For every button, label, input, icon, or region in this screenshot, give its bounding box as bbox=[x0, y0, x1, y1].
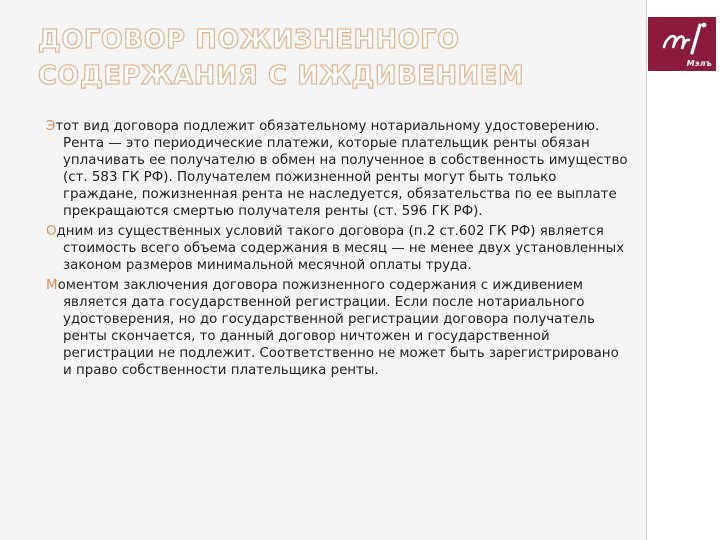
paragraph-1-initial: Э bbox=[46, 119, 56, 134]
title-line-1: ДОГОВОР ПОЖИЗНЕННОГО bbox=[38, 25, 460, 55]
title-line-2: СОДЕРЖАНИЯ С ИЖДИВЕНИЕМ bbox=[38, 61, 525, 91]
paragraph-1 bbox=[46, 118, 631, 221]
logo-wordmark: Мэлъ bbox=[686, 59, 712, 68]
slide-title bbox=[38, 22, 638, 94]
slide-body bbox=[46, 118, 631, 382]
side-panel bbox=[646, 0, 720, 540]
paragraph-2-initial: О bbox=[46, 224, 57, 240]
paragraph-2 bbox=[46, 223, 631, 274]
paragraph-1-text: тот вид договора подлежит обязательному нотариальному удостоверению. Рента — это периодические платежи, которые плательщик ренты обязан уплачивать ее получателю в обмен на полученное в собственность имущество (ст. 583 ГК РФ). Получателем пожизненной ренты могут быть только граждане, пожизненная рента не наследуется, обязательства по ее выплате прекращаются смертью получателя ренты (ст. 596 ГК РФ). bbox=[55, 119, 628, 220]
paragraph-3-initial: М bbox=[46, 277, 58, 293]
logo bbox=[648, 17, 716, 71]
paragraph-3-text: оментом заключения договора пожизненного содержания с иждивением является дата государственной регистрации. Если после нотариального удостоверения, но до государственной регистрации договора получатель ренты скончается, то данный договор ничтожен и государственной регистрации не подлежит. Соответственно не может быть зарегистрировано и право собственности плательщика ренты. bbox=[57, 277, 619, 379]
side-divider bbox=[646, 0, 647, 540]
paragraph-3 bbox=[46, 277, 631, 380]
paragraph-2-text: дним из существенных условий такого договора (п.2 ст.602 ГК РФ) является стоимость всего объема содержания в месяц — не менее двух установленных законом размеров минимальной месячной оплаты труда. bbox=[56, 224, 625, 274]
